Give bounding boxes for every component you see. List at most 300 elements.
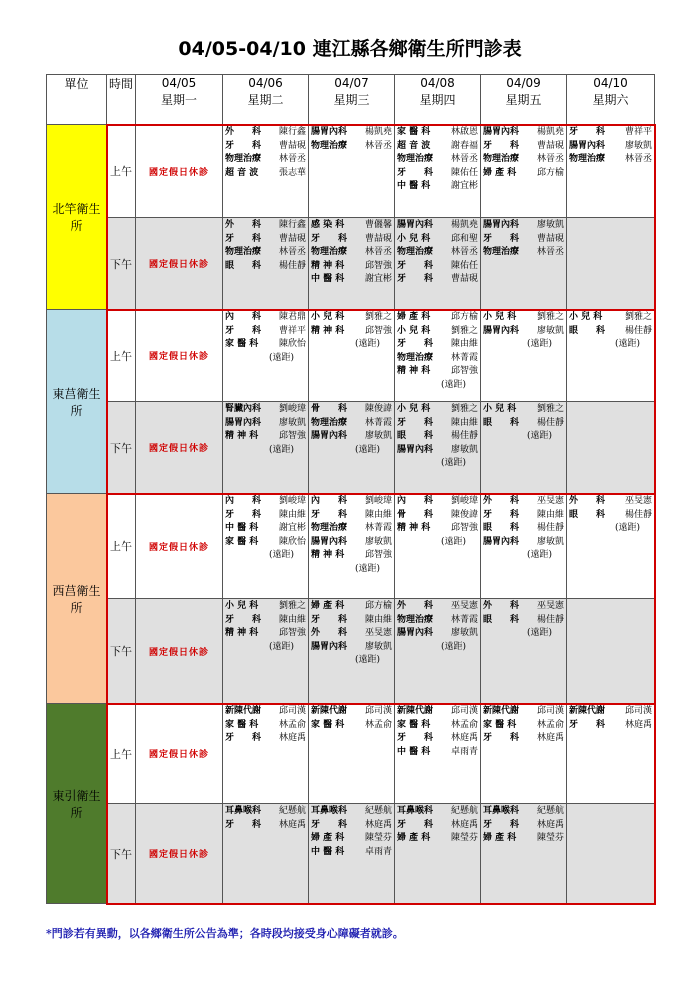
clinic-slot <box>309 218 395 310</box>
doctor-name: 劉雅之 <box>364 312 392 322</box>
doctor-name: 邱司漢 <box>364 706 392 716</box>
doctor-name: 林菁霞 <box>364 417 392 428</box>
doctor-name: 廖敏凱 <box>450 444 478 455</box>
clinic-entry <box>397 311 478 325</box>
department: 牙 科 <box>225 509 262 520</box>
department: 精 神 科 <box>397 523 431 533</box>
department: 中 醫 科 <box>311 846 345 857</box>
clinic-entry <box>311 140 392 154</box>
clinic-entry <box>397 600 478 614</box>
clinic-slot <box>395 125 481 218</box>
department: 精 神 科 <box>397 366 431 376</box>
time-header: 時間 <box>107 75 136 125</box>
clinic-entry <box>225 536 306 550</box>
clinic-entry <box>483 246 564 260</box>
department: 牙 科 <box>483 509 520 520</box>
department: 腸胃內科 <box>397 628 434 638</box>
clinic-entry <box>397 444 478 458</box>
department: 牙 科 <box>569 127 606 137</box>
doctor-name: 陳佑任 <box>450 167 478 178</box>
remote-note: (遠距) <box>614 523 640 533</box>
clinic-entry <box>311 509 392 523</box>
doctor-name: 邱司漢 <box>536 706 564 716</box>
clinic-slot <box>481 494 567 599</box>
holiday-closed-note: 國定假日休診 <box>136 402 223 494</box>
doctor-name: 曹喆硯 <box>450 274 478 284</box>
department: 內 科 <box>225 312 262 322</box>
clinic-entry <box>225 167 306 181</box>
department: 物理治療 <box>483 154 520 164</box>
clinic-entry <box>225 325 306 339</box>
doctor-name: 林菁霞 <box>450 614 478 625</box>
clinic-entry <box>483 219 564 233</box>
doctor-name: 紀懸航 <box>278 806 306 816</box>
department: 物理治療 <box>397 247 434 257</box>
department: 婦 產 科 <box>483 833 517 843</box>
doctor-name: 劉峻瑋 <box>450 496 478 506</box>
clinic-entry <box>311 705 392 719</box>
clinic-slot <box>481 125 567 218</box>
clinic-entry <box>397 325 478 339</box>
clinic-entry <box>225 311 306 325</box>
day-date: 04/09 <box>506 76 541 90</box>
clinic-entry <box>397 246 478 260</box>
clinic-entry <box>225 614 306 628</box>
department: 牙 科 <box>397 274 434 284</box>
department: 腸胃內科 <box>397 220 434 230</box>
department: 牙 科 <box>569 719 606 730</box>
clinic-entry <box>397 126 478 140</box>
remote-note: (遠距) <box>526 550 552 560</box>
day-header-thu <box>395 75 481 125</box>
remote-note: (遠距) <box>440 536 466 547</box>
doctor-name: 陳佑任 <box>450 260 478 271</box>
clinic-entry <box>311 536 392 550</box>
department: 腸胃內科 <box>483 127 520 137</box>
department: 外 科 <box>225 220 262 230</box>
doctor-name: 林庭禹 <box>278 733 306 743</box>
clinic-entry <box>225 417 306 431</box>
doctor-name: 陳由維 <box>364 614 392 625</box>
doctor-name: 林孟俞 <box>278 719 306 730</box>
schedule-row-am <box>47 310 655 402</box>
schedule-row-am <box>47 704 655 804</box>
doctor-name: 陳俊諱 <box>450 509 478 520</box>
department: 牙 科 <box>397 733 434 743</box>
department: 中 醫 科 <box>225 523 259 533</box>
doctor-name: 陳瑩芬 <box>364 833 392 843</box>
schedule-row-pm <box>47 804 655 904</box>
department: 小 兒 科 <box>397 233 431 244</box>
doctor-name: 楊佳靜 <box>536 523 564 533</box>
doctor-name: 廖敏凱 <box>536 325 564 336</box>
clinic-entry <box>397 832 478 846</box>
doctor-name: 謝宜彬 <box>450 181 478 191</box>
doctor-name: 邱智強 <box>364 325 392 336</box>
department: 牙 科 <box>483 819 520 830</box>
department: 耳鼻喉科 <box>397 806 434 816</box>
department: 家 醫 科 <box>225 339 259 349</box>
clinic-entry <box>311 311 392 325</box>
department: 外 科 <box>483 601 520 611</box>
department: 內 科 <box>397 496 434 506</box>
clinic-entry <box>225 522 306 536</box>
doctor-name: 楊佳靜 <box>278 260 306 271</box>
doctor-name: 廖敏凱 <box>450 628 478 638</box>
department: 牙 科 <box>397 819 434 830</box>
remote-note: (遠距) <box>440 379 466 390</box>
department: 眼 科 <box>483 614 520 625</box>
day-header-tue <box>223 75 309 125</box>
department: 新陳代謝 <box>397 706 434 716</box>
department: 物理治療 <box>225 247 262 257</box>
clinic-slot <box>395 704 481 804</box>
clinic-entry <box>397 627 478 641</box>
clinic-entry <box>483 311 564 325</box>
doctor-name: 巫旻憲 <box>450 601 478 611</box>
department: 牙 科 <box>311 233 348 244</box>
doctor-name: 楊佳靜 <box>536 614 564 625</box>
clinic-entry <box>483 536 564 550</box>
department: 物理治療 <box>311 417 348 428</box>
doctor-name: 林庭禹 <box>450 819 478 830</box>
day-date: 04/06 <box>248 76 283 90</box>
day-weekday: 星期二 <box>247 93 284 107</box>
doctor-name: 林晉丞 <box>364 247 392 257</box>
department: 外 科 <box>569 496 606 506</box>
clinic-entry <box>311 641 392 655</box>
doctor-name: 廖敏凱 <box>624 140 652 151</box>
department: 耳鼻喉科 <box>483 806 520 816</box>
clinic-entry <box>483 126 564 140</box>
department: 婦 產 科 <box>397 833 431 843</box>
doctor-name: 林晉丞 <box>278 154 306 164</box>
doctor-name: 謝宜彬 <box>278 523 306 533</box>
department: 小 兒 科 <box>569 312 603 322</box>
clinic-entry <box>225 153 306 167</box>
doctor-name: 陳君鼎 <box>278 312 306 322</box>
clinic-slot <box>395 310 481 402</box>
doctor-name: 曹喆硯 <box>536 233 564 244</box>
department: 精 神 科 <box>225 628 259 638</box>
clinic-slot <box>395 218 481 310</box>
department: 牙 科 <box>225 819 262 830</box>
holiday-closed-note: 國定假日休診 <box>136 804 223 904</box>
department: 牙 科 <box>225 614 262 625</box>
department: 外 科 <box>225 127 262 137</box>
department: 家 醫 科 <box>397 719 431 730</box>
doctor-name: 劉峻瑋 <box>364 496 392 506</box>
department: 腸胃內科 <box>311 127 348 137</box>
clinic-slot <box>567 218 655 310</box>
clinic-slot <box>395 599 481 704</box>
doctor-name: 邱方榆 <box>364 601 392 611</box>
clinic-slot <box>395 804 481 904</box>
clinic-entry <box>311 522 392 536</box>
remote-note: (遠距) <box>440 458 466 468</box>
clinic-slot <box>309 310 395 402</box>
clinic-entry <box>225 233 306 247</box>
doctor-name: 曹儷馨 <box>364 220 392 230</box>
clinic-entry <box>225 126 306 140</box>
department: 婦 產 科 <box>397 312 431 322</box>
department: 眼 科 <box>569 325 606 336</box>
department: 腸胃內科 <box>225 417 262 428</box>
department: 物理治療 <box>483 247 520 257</box>
department: 物理治療 <box>397 614 434 625</box>
holiday-closed-note: 國定假日休診 <box>136 310 223 402</box>
holiday-closed-note: 國定假日休診 <box>136 218 223 310</box>
doctor-name: 陳由維 <box>450 339 478 349</box>
clinic-entry <box>397 495 478 509</box>
clinic-slot <box>567 310 655 402</box>
clinic-entry <box>397 509 478 523</box>
doctor-name: 曹祥平 <box>278 325 306 336</box>
doctor-name: 劉雅之 <box>450 404 478 414</box>
clinic-entry <box>311 260 392 274</box>
clinic-entry <box>311 417 392 431</box>
clinic-slot <box>309 704 395 804</box>
clinic-slot <box>223 218 309 310</box>
clinic-entry <box>225 509 306 523</box>
holiday-closed-note: 國定假日休診 <box>136 704 223 804</box>
doctor-name: 廖敏凱 <box>364 536 392 547</box>
clinic-entry <box>397 233 478 247</box>
department: 精 神 科 <box>225 431 259 441</box>
clinic-entry <box>311 403 392 417</box>
department: 外 科 <box>483 496 520 506</box>
department: 小 兒 科 <box>397 325 431 336</box>
time-slot-label: 下午 <box>107 218 136 310</box>
doctor-name: 劉峻瑋 <box>278 496 306 506</box>
clinic-entry <box>483 614 564 628</box>
doctor-name: 邱智強 <box>450 366 478 376</box>
clinic-slot <box>481 402 567 494</box>
remote-note: (遠距) <box>526 339 552 349</box>
department: 物理治療 <box>397 352 434 363</box>
doctor-name: 卓雨青 <box>450 746 478 757</box>
doctor-name: 楊凱堯 <box>364 127 392 137</box>
schedule-row-am <box>47 125 655 218</box>
department: 眼 科 <box>225 260 262 271</box>
clinic-entry <box>569 153 652 167</box>
department: 牙 科 <box>397 260 434 271</box>
clinic-entry <box>311 233 392 247</box>
doctor-name: 邱司漢 <box>278 706 306 716</box>
clinic-slot <box>481 218 567 310</box>
doctor-name: 曹喆硯 <box>278 233 306 244</box>
doctor-name: 邱司漢 <box>624 706 652 716</box>
clinic-entry <box>225 805 306 819</box>
department: 小 兒 科 <box>483 312 517 322</box>
department: 婦 產 科 <box>483 167 517 178</box>
department: 腸胃內科 <box>311 536 348 547</box>
time-slot-label: 上午 <box>107 310 136 402</box>
department: 中 醫 科 <box>311 274 345 284</box>
department: 超 音 波 <box>225 167 259 178</box>
doctor-name: 劉雅之 <box>278 601 306 611</box>
clinic-entry <box>483 509 564 523</box>
schedule-row-pm <box>47 218 655 310</box>
clinic-slot <box>223 125 309 218</box>
clinic-slot <box>481 310 567 402</box>
unit-name: 北竿衛生所 <box>47 125 107 310</box>
doctor-name: 林啟恩 <box>450 127 478 137</box>
clinic-entry <box>311 549 392 563</box>
clinic-slot <box>309 494 395 599</box>
clinic-entry <box>483 522 564 536</box>
clinic-entry <box>483 600 564 614</box>
clinic-entry <box>397 430 478 444</box>
clinic-entry <box>397 338 478 352</box>
department: 新陳代謝 <box>569 706 606 716</box>
doctor-name: 陳行鑫 <box>278 127 306 137</box>
clinic-entry <box>225 719 306 733</box>
doctor-name: 林孟俞 <box>450 719 478 730</box>
doctor-name: 林孟俞 <box>364 719 392 730</box>
doctor-name: 楊佳靜 <box>450 431 478 441</box>
time-slot-label: 下午 <box>107 402 136 494</box>
doctor-name: 廖敏凱 <box>536 220 564 230</box>
department: 腸胃內科 <box>311 641 348 652</box>
clinic-entry <box>397 746 478 760</box>
department: 腸胃內科 <box>569 140 606 151</box>
department: 牙 科 <box>225 325 262 336</box>
doctor-name: 楊佳靜 <box>536 417 564 428</box>
clinic-entry <box>483 732 564 746</box>
clinic-entry <box>225 732 306 746</box>
doctor-name: 巫旻憲 <box>536 496 564 506</box>
clinic-entry <box>311 832 392 846</box>
department: 耳鼻喉科 <box>225 806 262 816</box>
clinic-entry <box>225 627 306 641</box>
holiday-closed-note: 國定假日休診 <box>136 599 223 704</box>
department: 感 染 科 <box>311 220 345 230</box>
clinic-entry <box>483 140 564 154</box>
department: 腸胃內科 <box>483 536 520 547</box>
department: 腸胃內科 <box>311 431 348 441</box>
clinic-slot <box>481 599 567 704</box>
clinic-entry <box>569 705 652 719</box>
department: 牙 科 <box>397 417 434 428</box>
clinic-entry <box>397 614 478 628</box>
department: 腸胃內科 <box>397 444 434 455</box>
remote-note: (遠距) <box>526 431 552 441</box>
department: 家 醫 科 <box>397 127 431 137</box>
department: 精 神 科 <box>311 260 345 271</box>
clinic-entry <box>483 153 564 167</box>
department: 牙 科 <box>397 339 434 349</box>
department: 外 科 <box>397 601 434 611</box>
doctor-name: 楊佳靜 <box>624 509 652 520</box>
department: 眼 科 <box>569 509 606 520</box>
department: 物理治療 <box>569 154 606 164</box>
schedule-row-am <box>47 494 655 599</box>
department: 家 醫 科 <box>225 719 259 730</box>
doctor-name: 陳瑩芬 <box>536 833 564 843</box>
department: 外 科 <box>311 628 348 638</box>
department: 牙 科 <box>483 233 520 244</box>
clinic-entry <box>225 403 306 417</box>
day-header-mon <box>136 75 223 125</box>
day-date: 04/10 <box>593 76 628 90</box>
department: 中 醫 科 <box>397 746 431 757</box>
header-row <box>47 75 655 125</box>
unit-name: 西莒衛生所 <box>47 494 107 704</box>
clinic-slot <box>395 402 481 494</box>
clinic-entry <box>483 719 564 733</box>
department: 婦 產 科 <box>311 833 345 843</box>
doctor-name: 巫旻憲 <box>624 496 652 506</box>
clinic-entry <box>311 219 392 233</box>
clinic-entry <box>311 819 392 833</box>
clinic-slot <box>481 804 567 904</box>
doctor-name: 廖敏凱 <box>364 641 392 652</box>
clinic-entry <box>225 705 306 719</box>
remote-note: (遠距) <box>268 641 294 652</box>
clinic-slot <box>223 494 309 599</box>
clinic-entry <box>397 219 478 233</box>
clinic-slot <box>309 125 395 218</box>
doctor-name: 林庭禹 <box>536 733 564 743</box>
department: 精 神 科 <box>311 325 345 336</box>
doctor-name: 陳瑩芬 <box>450 833 478 843</box>
department: 牙 科 <box>311 509 348 520</box>
clinic-slot <box>223 804 309 904</box>
doctor-name: 紀懸航 <box>536 806 564 816</box>
clinic-slot <box>567 402 655 494</box>
clinic-entry <box>225 140 306 154</box>
clinic-slot <box>567 125 655 218</box>
department: 小 兒 科 <box>397 404 431 414</box>
department: 眼 科 <box>483 523 520 533</box>
clinic-schedule-table <box>46 74 655 904</box>
doctor-name: 紀懸航 <box>450 806 478 816</box>
doctor-name: 林庭禹 <box>624 719 652 730</box>
time-slot-label: 下午 <box>107 599 136 704</box>
clinic-entry <box>397 705 478 719</box>
clinic-entry <box>483 325 564 339</box>
doctor-name: 廖敏凱 <box>536 536 564 547</box>
doctor-name: 林晉丞 <box>536 247 564 257</box>
doctor-name: 曹喆硯 <box>364 233 392 244</box>
doctor-name: 陳俊諱 <box>364 404 392 414</box>
doctor-name: 林庭禹 <box>536 819 564 830</box>
clinic-entry <box>483 233 564 247</box>
doctor-name: 陳行鑫 <box>278 220 306 230</box>
clinic-slot <box>309 599 395 704</box>
clinic-entry <box>225 600 306 614</box>
clinic-entry <box>397 403 478 417</box>
department: 耳鼻喉科 <box>311 806 348 816</box>
clinic-entry <box>483 705 564 719</box>
clinic-entry <box>569 495 652 509</box>
doctor-name: 劉雅之 <box>536 312 564 322</box>
doctor-name: 張志華 <box>278 167 306 178</box>
department: 中 醫 科 <box>397 181 431 191</box>
remote-note: (遠距) <box>354 655 380 665</box>
clinic-entry <box>569 719 652 733</box>
department: 牙 科 <box>311 819 348 830</box>
clinic-entry <box>483 805 564 819</box>
clinic-entry <box>397 819 478 833</box>
clinic-entry <box>397 167 478 181</box>
department: 眼 科 <box>483 417 520 428</box>
doctor-name: 曹喆硯 <box>536 140 564 151</box>
doctor-name: 林庭禹 <box>450 733 478 743</box>
clinic-entry <box>225 819 306 833</box>
clinic-entry <box>397 805 478 819</box>
